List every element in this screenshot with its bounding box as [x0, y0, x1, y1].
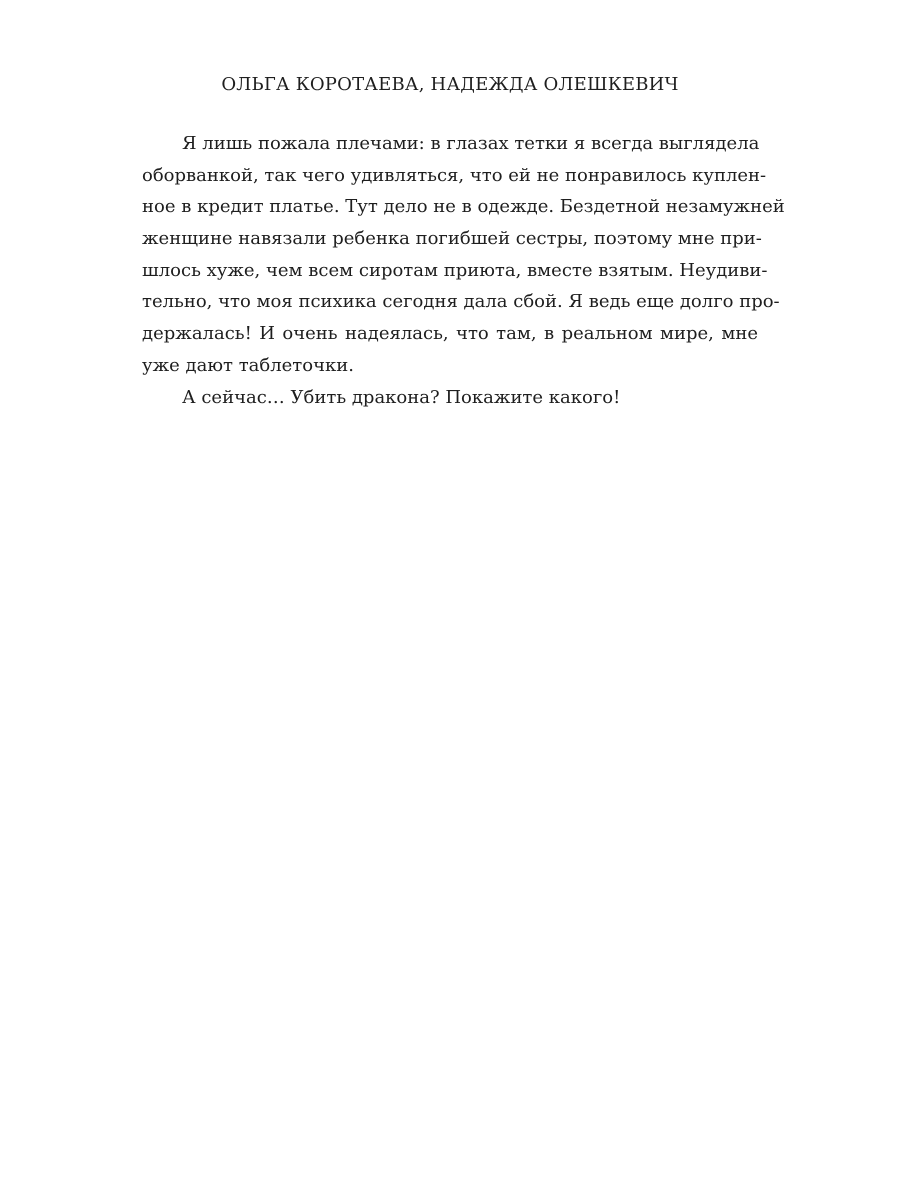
text-line: женщине навязали ребенка погибшей сестры, поэтому мне при- [142, 228, 762, 250]
text-line: тельно, что моя психика сегодня дала сбой. Я ведь еще долго про- [142, 291, 780, 313]
text-line: А сейчас… Убить дракона? Покажите какого! [182, 386, 621, 408]
text-line: держалась! И очень надеялась, что там, в реальном мире, мне [142, 323, 758, 345]
running-header: ОЛЬГА КОРОТАЕВА, НАДЕЖДА ОЛЕШКЕВИЧ [221, 74, 679, 95]
paragraph-2 [142, 382, 758, 414]
text-body [142, 128, 785, 413]
text-line: шлось хуже, чем всем сиротам приюта, вместе взятым. Неудиви- [142, 259, 768, 281]
paragraph-1 [142, 128, 785, 382]
text-line: Я лишь пожала плечами: в глазах тетки я всегда выглядела [182, 133, 760, 154]
text-line: оборванкой, так чего удивляться, что ей не понравилось куплен- [142, 164, 767, 186]
text-line: ное в кредит платье. Тут дело не в одежде. Бездетной незамужней [142, 196, 785, 218]
text-line: уже дают таблеточки. [142, 354, 354, 376]
